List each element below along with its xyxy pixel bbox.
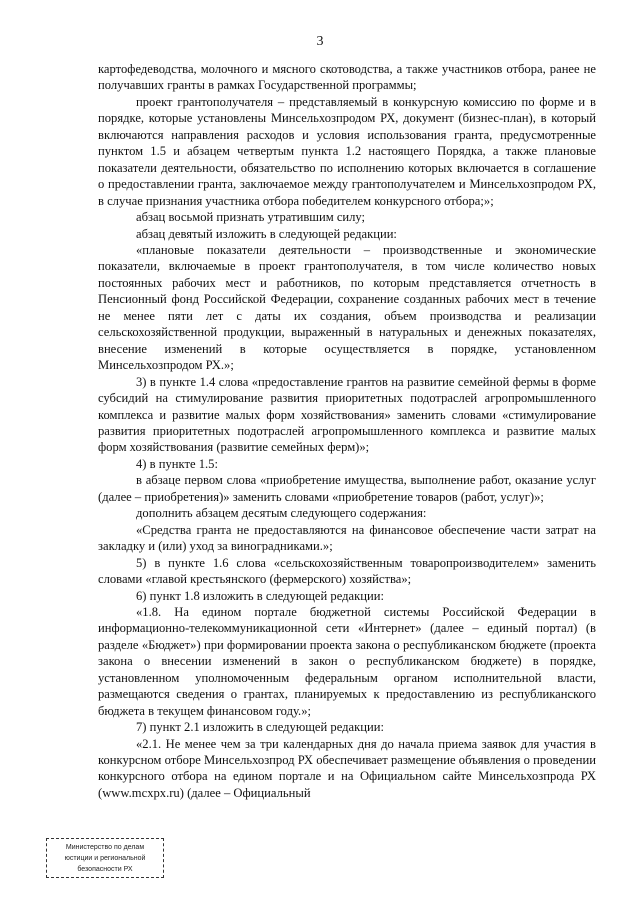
stamp-line: безопасности РХ <box>77 866 133 873</box>
stamp-line: Министерство по делам <box>65 844 145 851</box>
paragraph: «плановые показатели деятельности – производственные и экономические показатели, включаемые в проект грантополучателя, в том числе количество новых постоянных рабочих мест и работников, по которым представляется отчетность в Пенсионный фонд Российской Федерации, сохранение созданных рабочих мест в течение не менее пяти лет с даты их создания, объем производства и реализации сельскохозяйственной продукции, выраженный в натуральных и денежных показателях, внесение изменений в которые осуществляется в порядке, установленном Минсельхозпродом РХ.»; <box>98 242 596 373</box>
paragraph: «Средства гранта не предоставляются на финансовое обеспечение части затрат на закладку и (или) уход за виноградниками.»; <box>98 522 596 554</box>
paragraph: дополнить абзацем десятым следующего содержания: <box>136 506 427 521</box>
paragraph: картофедеводства, молочного и мясного скотоводства, а также участников отбора, ранее не получавших гранты в рамках Государственной программы; <box>98 62 596 93</box>
document-body <box>98 61 596 801</box>
paragraph: в абзаце первом слова «приобретение имущества, выполнение работ, оказание услуг (далее – приобретения)» заменить словами «приобретение товаров (работ, услуг)»; <box>98 473 596 504</box>
paragraph: «1.8. На едином портале бюджетной системы Российской Федерации в информационно-телекоммуникационной сети «Интернет» (далее – единый портал) (в разделе «Бюджет») при формировании проекта закона о республиканском бюджете (проекта закона о внесении изменений в закон о республиканском бюджете) в порядке, установленном уполномоченным федеральным органом исполнительной власти, размещаются сведения о грантах, планируемых к предоставлению из республиканского бюджета в текущем финансовом году.»; <box>98 604 596 718</box>
paragraph: 3) в пункте 1.4 слова «предоставление грантов на развитие семейной фермы в форме субсидий на стимулирование развития приоритетных подотраслей агропромышленного комплекса и развитие малых форм хозяйствования» заменить словами «стимулирование развития приоритетных подотраслей агропромышленного комплекса и развитие малых форм хозяйствования (развитие семейных ферм)»; <box>98 374 596 455</box>
paragraph: 5) в пункте 1.6 слова «сельскохозяйственным товаропроизводителем» заменить словами «главой крестьянского (фермерского) хозяйства»; <box>98 555 596 587</box>
page-number: 3 <box>316 34 324 49</box>
registration-stamp <box>46 838 164 878</box>
paragraph: абзац девятый изложить в следующей редакции: <box>136 226 397 241</box>
paragraph: 4) в пункте 1.5: <box>136 456 218 471</box>
paragraph: абзац восьмой признать утратившим силу; <box>136 210 366 225</box>
paragraph: 7) пункт 2.1 изложить в следующей редакции: <box>136 720 384 735</box>
paragraph: проект грантополучателя – представляемый в конкурсную комиссию по форме и в порядке, которые установлены Минсельхозпродом РХ, документ (бизнес-план), в который включаются направления расходов и условия использования гранта, предусмотренные пунктом 1.5 и абзацем четвертым пункта 1.2 настоящего Порядка, а также плановые показатели деятельности, обязательство по исполнению которых включается в соглашение о предоставлении гранта, заключаемое между грантополучателем и Минсельхозпродом РХ, в случае признания участника отбора победителем конкурсного отбора;»; <box>98 94 596 208</box>
paragraph: 6) пункт 1.8 изложить в следующей редакции: <box>136 588 384 603</box>
paragraph: «2.1. Не менее чем за три календарных дня до начала приема заявок для участия в конкурсном отборе Минсельхозпрод РХ обеспечивает размещение объявления о проведении конкурсного отбора на едином портале и на Официальном сайте Минсельхозпрода РХ (www.mcxpx.ru) (далее – Официальный <box>98 736 596 800</box>
stamp-line: юстиции и региональной <box>64 855 146 862</box>
